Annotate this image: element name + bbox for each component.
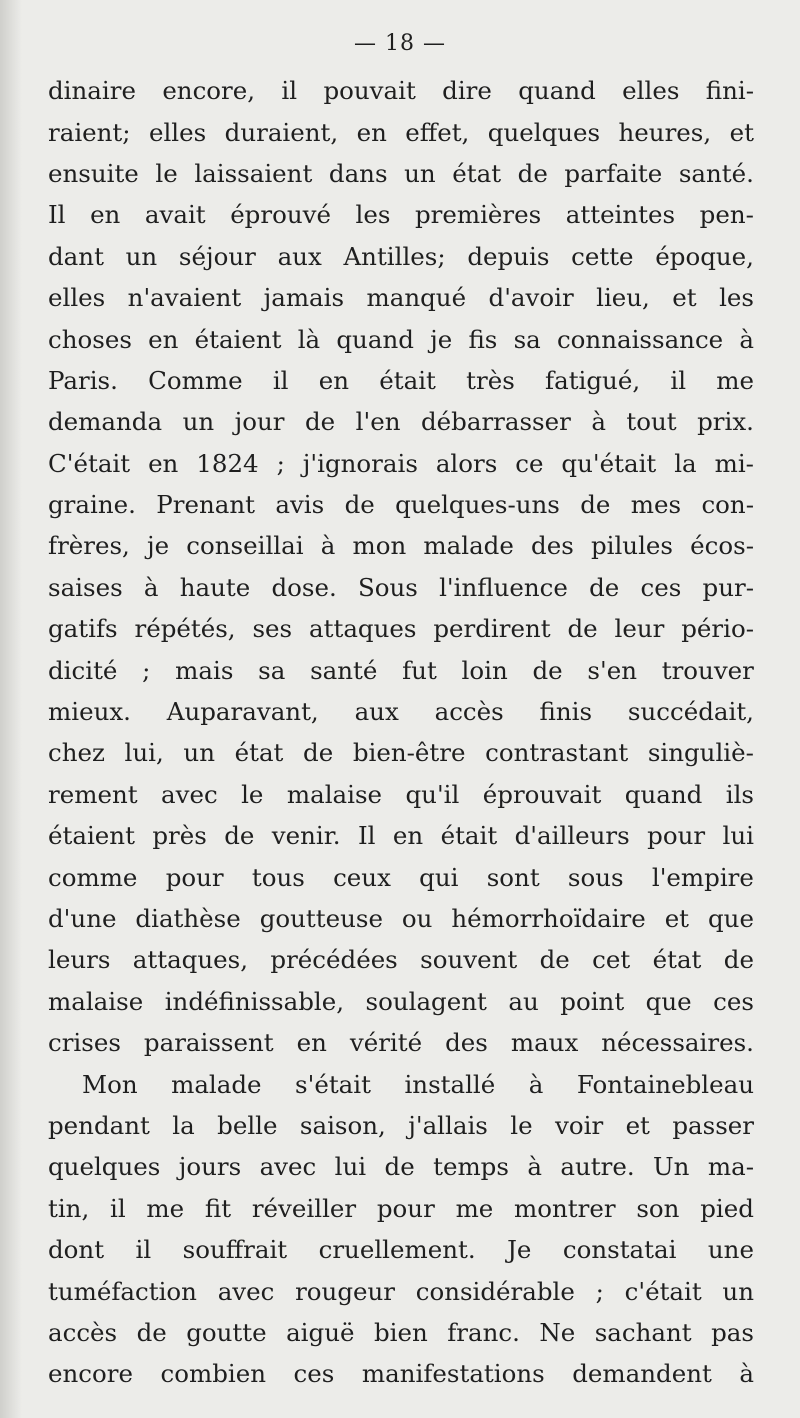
text-line: Il en avait éprouvé les premières atteintes pen- <box>48 200 754 230</box>
text-line: leurs attaques, précédées souvent de cet état de <box>48 945 754 975</box>
text-line: choses en étaient là quand je fis sa connaissance à <box>48 324 754 354</box>
text-line: encore combien ces manifestations demandent à <box>48 1359 754 1389</box>
text-line: étaient près de venir. Il en était d'ailleurs pour lui <box>48 821 754 851</box>
text-line: dinaire encore, il pouvait dire quand elles fini- <box>48 76 754 106</box>
text-line: C'était en 1824 ; j'ignorais alors ce qu'était la mi- <box>48 448 754 478</box>
text-line: dont il souffrait cruellement. Je constatai une <box>48 1235 754 1265</box>
text-line: dant un séjour aux Antilles; depuis cette époque, <box>48 241 754 271</box>
text-line: raient; elles duraient, en effet, quelques heures, et <box>48 117 754 147</box>
text-line: rement avec le malaise qu'il éprouvait quand ils <box>48 779 754 809</box>
text-line: dicité ; mais sa santé fut loin de s'en trouver <box>48 655 754 685</box>
text-line: frères, je conseillai à mon malade des pilules écos- <box>48 531 754 561</box>
text-line: Paris. Comme il en était très fatigué, il me <box>48 365 754 395</box>
text-line: comme pour tous ceux qui sont sous l'empire <box>48 862 754 892</box>
text-line: ensuite le laissaient dans un état de parfaite santé. <box>48 158 754 188</box>
text-line: accès de goutte aiguë bien franc. Ne sachant pas <box>48 1317 754 1347</box>
text-line: pendant la belle saison, j'allais le voir et passer <box>48 1110 754 1140</box>
page-edge-shadow <box>0 0 22 1418</box>
body-text <box>48 70 754 1395</box>
text-line: tuméfaction avec rougeur considérable ; c'était un <box>48 1276 754 1306</box>
text-line: graine. Prenant avis de quelques-uns de mes con- <box>48 490 754 520</box>
text-line: elles n'avaient jamais manqué d'avoir lieu, et les <box>48 283 754 313</box>
text-line: d'une diathèse goutteuse ou hémorrhoïdaire et que <box>48 904 754 933</box>
text-line: crises paraissent en vérité des maux nécessaires. <box>48 1028 754 1058</box>
text-line: tin, il me fit réveiller pour me montrer son pied <box>48 1193 754 1223</box>
text-line: quelques jours avec lui de temps à autre. Un ma- <box>48 1152 754 1182</box>
text-line: mieux. Auparavant, aux accès finis succédait, <box>48 697 754 727</box>
text-line: gatifs répétés, ses attaques perdirent de leur pério- <box>48 614 754 644</box>
text-line: malaise indéfinissable, soulagent au point que ces <box>48 986 754 1016</box>
page-number: — 18 — <box>354 31 446 56</box>
text-line: chez lui, un état de bien-être contrastant singuliè- <box>48 738 754 768</box>
text-line: saises à haute dose. Sous l'influence de ces pur- <box>48 572 754 602</box>
text-line: Mon malade s'était installé à Fontainebleau <box>82 1069 754 1099</box>
text-line: demanda un jour de l'en débarrasser à tout prix. <box>48 407 754 437</box>
